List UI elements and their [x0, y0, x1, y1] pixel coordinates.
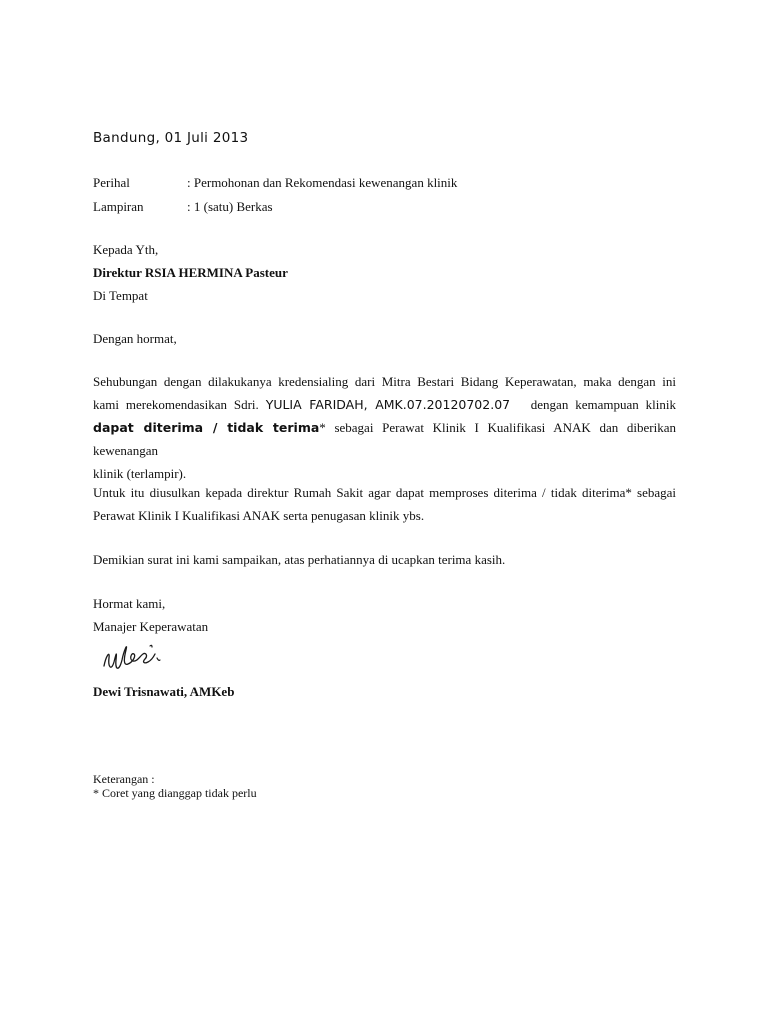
notes-item: * Coret yang dianggap tidak perlu	[93, 786, 257, 800]
lampiran-row	[93, 199, 273, 215]
paragraph-3: Demikian surat ini kami sampaikan, atas perhatiannya di ucapkan terima kasih.	[93, 552, 506, 567]
paragraph-1	[93, 370, 676, 485]
para1-line2	[93, 393, 676, 416]
paragraph-2	[93, 481, 676, 527]
perihal-row	[93, 175, 457, 191]
salutation: Dengan hormat,	[93, 331, 177, 346]
nurse-name: YULIA FARIDAH, AMK.07.20120702.07	[265, 397, 511, 412]
para2-line1: Untuk itu diusulkan kepada direktur Rumah Sakit agar dapat memproses diterima / tidak diterima* sebagai	[93, 485, 676, 500]
closing: Hormat kami,	[93, 596, 166, 611]
recipient-block	[93, 238, 676, 307]
signatory-name: Dewi Trisnawati, AMKeb	[93, 684, 235, 699]
notes-block	[93, 772, 257, 800]
para1-line2-a: kami merekomendasikan Sdri.	[93, 397, 259, 412]
recipient-greeting: Kepada Yth,	[93, 242, 159, 257]
signature-image	[100, 636, 170, 680]
lampiran-label: Lampiran	[93, 199, 144, 214]
recipient-name: Direktur RSIA HERMINA Pasteur	[93, 265, 288, 280]
perihal-label: Perihal	[93, 175, 130, 190]
para1-line4: klinik (terlampir).	[93, 466, 187, 481]
position-title: Manajer Keperawatan	[93, 619, 209, 634]
letter-date: Bandung, 01 Juli 2013	[93, 130, 249, 146]
para1-line2-b: dengan kemampuan klinik	[530, 397, 676, 412]
lampiran-value: : 1 (satu) Berkas	[187, 199, 273, 214]
recipient-place: Di Tempat	[93, 288, 148, 303]
para1-line3	[93, 416, 676, 462]
para1-line3-rest: * sebagai Perawat Klinik I Kualifikasi ANAK dan diberikan kewenangan	[93, 420, 676, 458]
para2-line2: Perawat Klinik I Kualifikasi ANAK serta penugasan klinik ybs.	[93, 508, 425, 523]
closing-block	[93, 592, 676, 638]
perihal-value: : Permohonan dan Rekomendasi kewenangan klinik	[187, 175, 458, 190]
notes-title: Keterangan :	[93, 772, 155, 786]
acceptance-option: dapat diterima / tidak terima	[93, 420, 320, 435]
para1-line1: Sehubungan dengan dilakukanya kredensialing dari Mitra Bestari Bidang Keperawatan, maka dengan ini	[93, 374, 676, 389]
